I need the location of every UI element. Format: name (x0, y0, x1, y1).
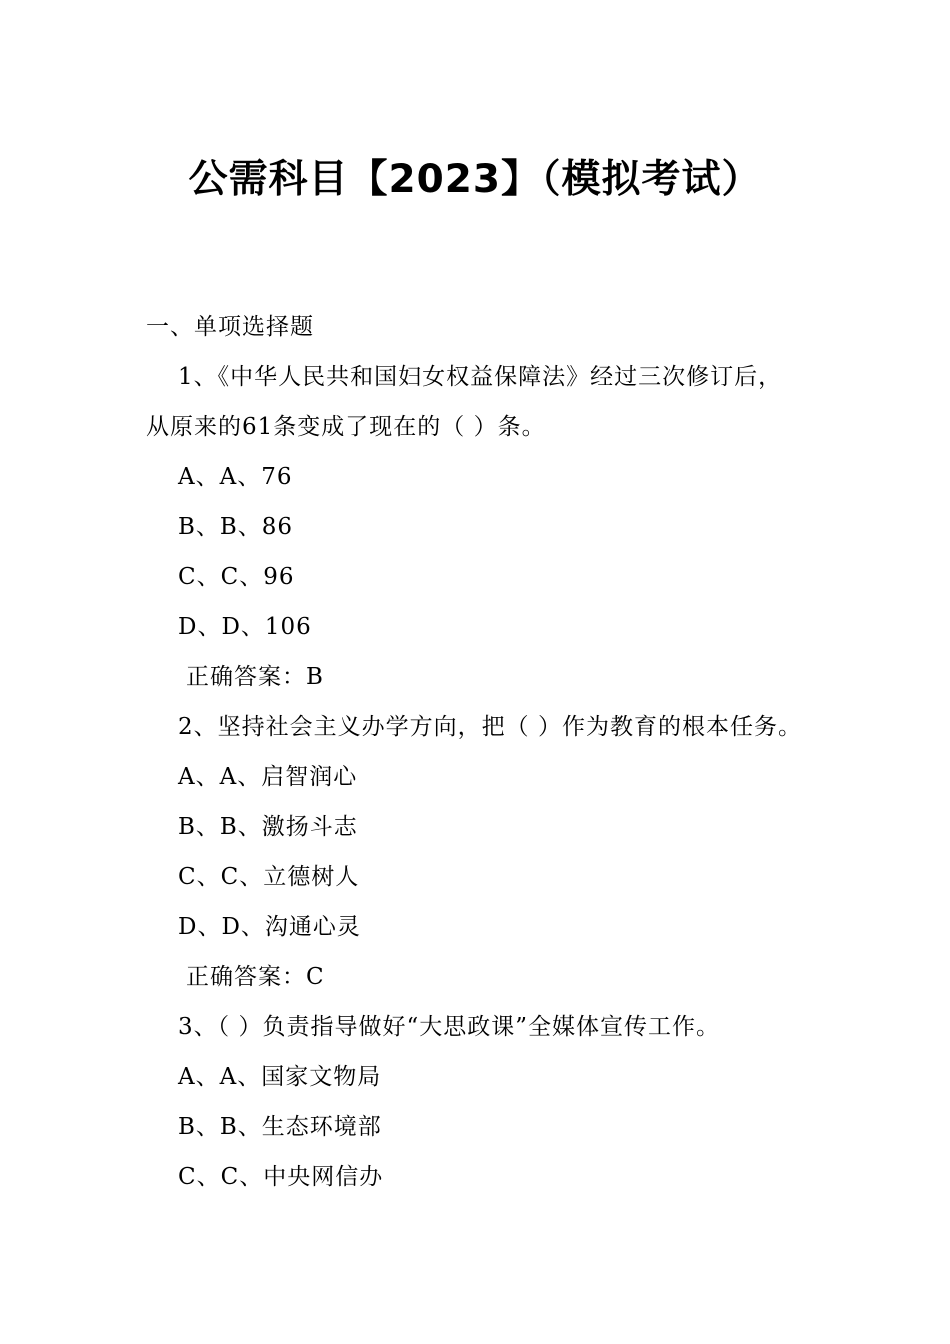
option-c: C、C、中央网信办 (178, 1164, 384, 1190)
option-c: C、C、立德树人 (178, 864, 360, 890)
option-c: C、C、96 (178, 564, 295, 590)
question-text-continued: 从原来的61条变成了现在的（ ）条。 (146, 414, 546, 440)
option-a: A、A、国家文物局 (178, 1064, 382, 1090)
question-2 (146, 702, 836, 1002)
option-b: B、B、生态环境部 (178, 1114, 382, 1140)
correct-answer: 正确答案：B (186, 664, 324, 690)
question-text: 3、（ ）负责指导做好“大思政课”全媒体宣传工作。 (178, 1014, 720, 1040)
section-heading: 一、单项选择题 (146, 314, 314, 340)
question-1 (146, 352, 836, 702)
option-a: A、A、76 (178, 464, 293, 490)
document-body (146, 302, 836, 1202)
option-b: B、B、86 (178, 514, 294, 540)
option-d: D、D、106 (178, 614, 312, 640)
question-text: 2、坚持社会主义办学方向，把（ ）作为教育的根本任务。 (178, 714, 802, 740)
correct-answer: 正确答案：C (186, 964, 325, 990)
option-d: D、D、沟通心灵 (178, 914, 361, 940)
option-a: A、A、启智润心 (178, 764, 358, 790)
question-text: 1、《中华人民共和国妇女权益保障法》经过三次修订后， (178, 364, 783, 390)
document-title: 公需科目【2023】（模拟考试） (188, 157, 762, 202)
question-3 (146, 1002, 836, 1202)
option-b: B、B、激扬斗志 (178, 814, 358, 840)
